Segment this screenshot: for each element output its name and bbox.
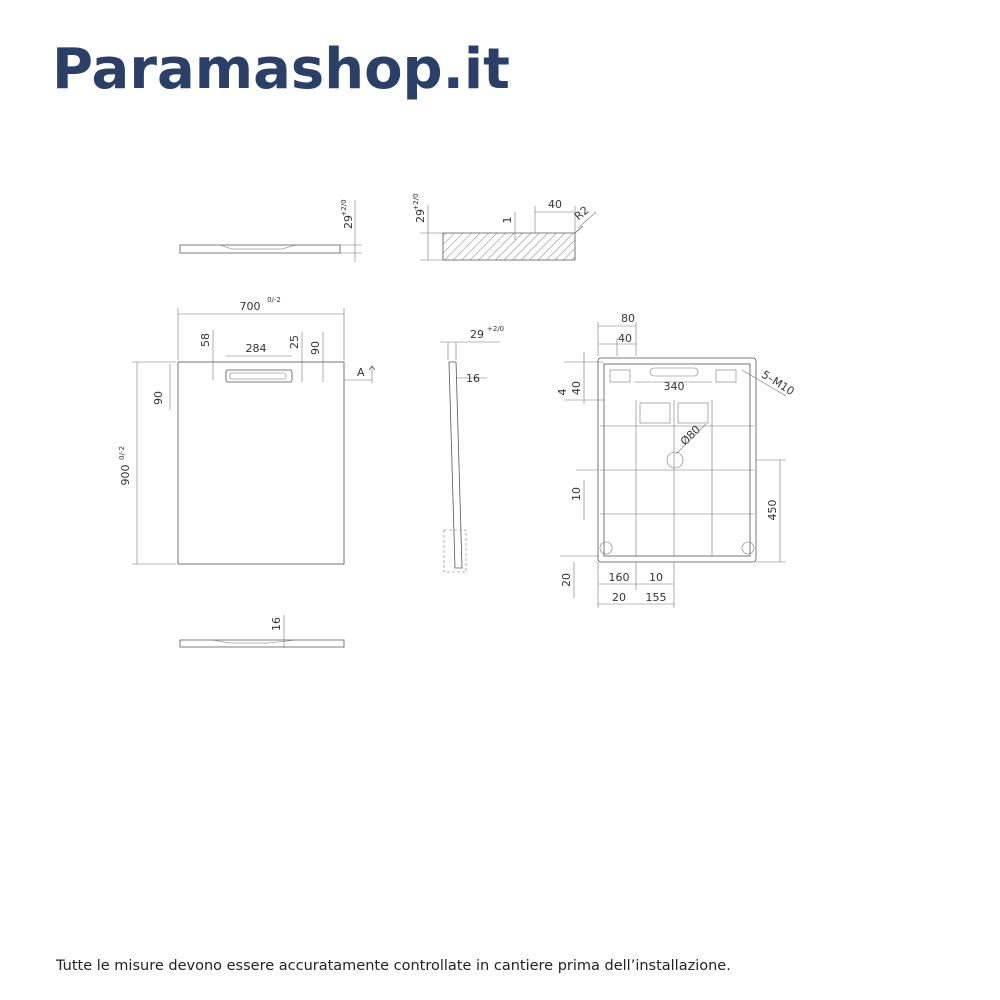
- plan-drain-d1-label: 25: [288, 335, 301, 349]
- underside-160-label: 160: [608, 571, 630, 584]
- side-thickness-tolerance: +2/0: [487, 325, 505, 333]
- underside-40a-label: 40: [618, 332, 632, 345]
- underside-10b-label: 10: [649, 571, 663, 584]
- underside-40b-label: 40: [570, 381, 583, 395]
- plan-drain-length-label: 284: [245, 342, 267, 355]
- section-lip-label: 1: [501, 216, 514, 224]
- underside-diameter-label: Ø80: [677, 422, 704, 449]
- underside-450-label: 450: [766, 499, 779, 521]
- section-radius-label: R2: [571, 203, 592, 224]
- section-thickness-tolerance: +2/0: [412, 193, 420, 211]
- underside-20a-label: 20: [560, 573, 573, 587]
- top-thickness-tolerance: +2/0: [340, 199, 348, 217]
- underside-4-label: 4: [556, 388, 569, 396]
- underside-grid: [600, 368, 754, 556]
- plan-view: [118, 296, 375, 564]
- section-thickness-label: 29: [414, 209, 427, 223]
- footer-note: Tutte le misure devono essere accuratamente controllate in cantiere prima dell’installazione.: [56, 958, 731, 974]
- edge-section-detail: [412, 193, 596, 260]
- side-drain-label: 16: [466, 372, 480, 385]
- side-thickness-label: 29: [470, 328, 484, 341]
- plan-length-label: 900: [119, 464, 132, 486]
- underside-5m10-label: 5–M10: [759, 367, 797, 399]
- plan-length-tolerance: 0/-2: [118, 446, 126, 460]
- plan-width-label: 700: [239, 300, 261, 313]
- top-profile-view: [180, 199, 362, 262]
- top-thickness-label: 29: [342, 215, 355, 229]
- plan-drain-offset-label: 58: [199, 333, 212, 347]
- brand-logo: Paramashop.it: [52, 37, 510, 102]
- section-mark-label: A: [357, 366, 365, 379]
- underside-80-label: 80: [621, 312, 635, 325]
- plan-width-tolerance: 0/-2: [267, 296, 281, 304]
- side-view: [440, 325, 504, 572]
- bottom-profile-view: [180, 615, 344, 648]
- underside-340-label: 340: [663, 380, 685, 393]
- section-edge-label: 40: [548, 198, 562, 211]
- bottom-depth-label: 16: [270, 617, 283, 631]
- underside-view: [556, 312, 797, 608]
- underside-20b-label: 20: [612, 591, 626, 604]
- underside-10a-label: 10: [570, 487, 583, 501]
- plan-drain-d2-label: 90: [309, 341, 322, 355]
- plan-side-90-label: 90: [152, 391, 165, 405]
- underside-155-label: 155: [645, 591, 667, 604]
